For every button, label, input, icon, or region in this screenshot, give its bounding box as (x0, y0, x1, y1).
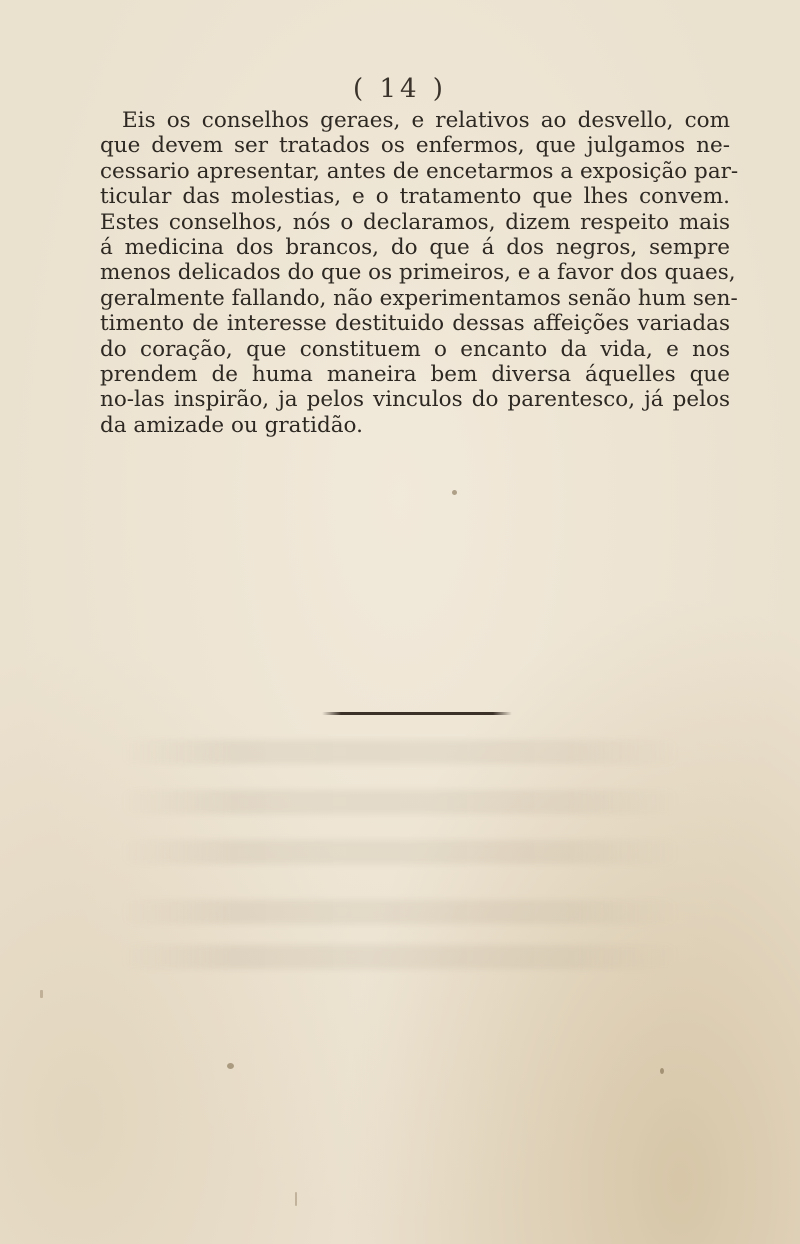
text-line: geralmente fallando, não experimentamos senão hum sen- (100, 285, 738, 311)
ink-speck (452, 490, 457, 495)
show-through-line (120, 790, 680, 814)
show-through-line (120, 900, 680, 924)
section-divider-rule (322, 712, 512, 715)
ink-speck (227, 1063, 234, 1069)
page-number: ( 14 ) (353, 74, 447, 104)
body-paragraph (100, 108, 739, 438)
text-line: á medicina dos brancos, do que á dos negros, sempre (100, 235, 730, 261)
text-line: da amizade ou gratidão. (100, 412, 363, 438)
show-through-line (120, 945, 680, 969)
text-line: prendem de huma maneira bem diversa áquelles que (100, 362, 730, 388)
show-through-line (120, 740, 680, 764)
text-line: do coração, que constituem o encanto da vida, e nos (100, 336, 730, 362)
ink-speck (295, 1192, 297, 1206)
text-line: Eis os conselhos geraes, e relativos ao desvello, com (122, 108, 730, 133)
text-line: cessario apresentar, antes de encetarmos a exposição par- (100, 158, 739, 184)
ink-speck (660, 1068, 664, 1074)
text-line: timento de interesse destituido dessas affeições variadas (100, 311, 730, 337)
ink-speck (40, 990, 43, 998)
text-line: que devem ser tratados os enfermos, que julgamos ne- (100, 133, 730, 159)
text-line: Estes conselhos, nós o declaramos, dizem respeito mais (100, 209, 730, 235)
text-line: no-las inspirão, ja pelos vinculos do parentesco, já pelos (100, 387, 730, 413)
text-line: menos delicados do que os primeiros, e a favor dos quaes, (100, 260, 736, 286)
text-line: ticular das molestias, e o tratamento que lhes convem. (100, 184, 730, 210)
show-through-line (120, 840, 680, 864)
